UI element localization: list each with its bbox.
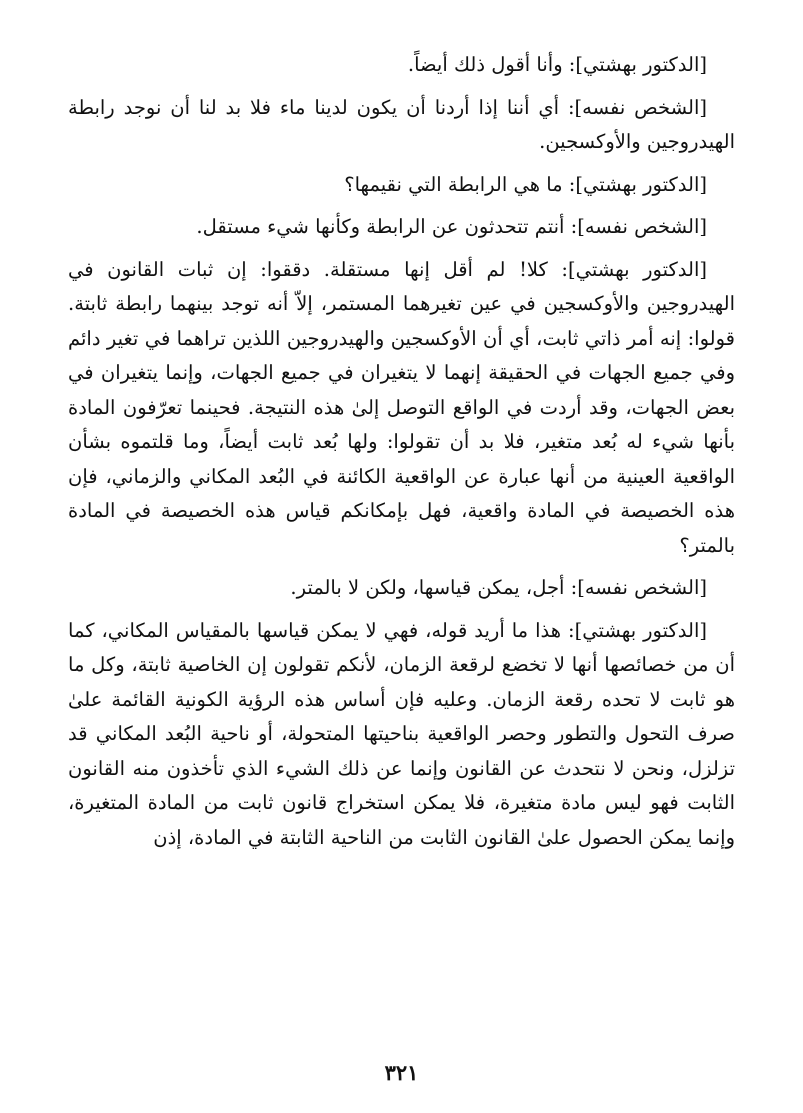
paragraph-1: [الدكتور بهشتي]: وأنا أقول ذلك أيضاً. — [407, 53, 707, 76]
paragraph-5: [الدكتور بهشتي]: كلا! لم أقل إنها مستقلة. دققوا: إن ثبات القانون في الهيدروجين والأوكسجين في عين تغيرهما المستمر، إلاّ أنه توجد بينهما رابطة ثابتة. قولوا: إنه أمر ذاتي ثابت، أي أن الأوكسجين والهيدروجين اللذين تراهما في تغير دائم وفي جميع الجهات في الحقيقة إنهما لا يتغيران في جميع الجهات، وإنما يتغيران في بعض الجهات، وقد أردت في الواقع التوصل إلىٰ هذه النتيجة. فحينما تعرّفون المادة بأنها شيء له بُعد متغير، فلا بد أن تقولوا: ولها بُعد ثابت أيضاً، وما قلتموه بشأن الواقعية العينية من أنها عبارة عن الواقعية الكائنة في البُعد المكاني والزماني، فإن هذه الخصيصة في المادة واقعية، فهل بإمكانكم قياس هذه الخصيصة في المادة بالمتر؟ — [68, 257, 735, 557]
paragraph-6: [الشخص نفسه]: أجل، يمكن قياسها، ولكن لا بالمتر. — [290, 576, 707, 599]
paragraph-4: [الشخص نفسه]: أنتم تتحدثون عن الرابطة وكأنها شيء مستقل. — [196, 215, 707, 238]
paragraph-7: [الدكتور بهشتي]: هذا ما أريد قوله، فهي لا يمكن قياسها بالمقياس المكاني، كما أن من خصائصها أنها لا تخضع لرقعة الزمان، لأنكم تقولون إن الخاصية ثابتة، وكل ما هو ثابت لا تحده رقعة الزمان. وعليه فإن أساس هذه الرؤية الكونية القائمة علىٰ صرف التحول والتطور وحصر الواقعية بناحيتها المتحولة، أو ناحية البُعد المكاني قد تزلزل، ونحن لا نتحدث عن القانون وإنما عن ذلك الشيء الذي تأخذون منه القانون الثابت فهو ليس مادة متغيرة، فلا يمكن استخراج قانون ثابت من المادة المتغيرة، وإنما يمكن الحصول علىٰ القانون الثابت من الناحية الثابتة في المادة، إذن — [68, 618, 735, 849]
paragraph-2: [الشخص نفسه]: أي أننا إذا أردنا أن يكون لدينا ماء فلا بد لنا أن نوجد رابطة الهيدروجين والأوكسجين. — [68, 95, 735, 153]
page-number: ٣٢١ — [384, 1060, 419, 1085]
body-text — [68, 48, 735, 863]
paragraph-3: [الدكتور بهشتي]: ما هي الرابطة التي نقيمها؟ — [344, 172, 707, 196]
